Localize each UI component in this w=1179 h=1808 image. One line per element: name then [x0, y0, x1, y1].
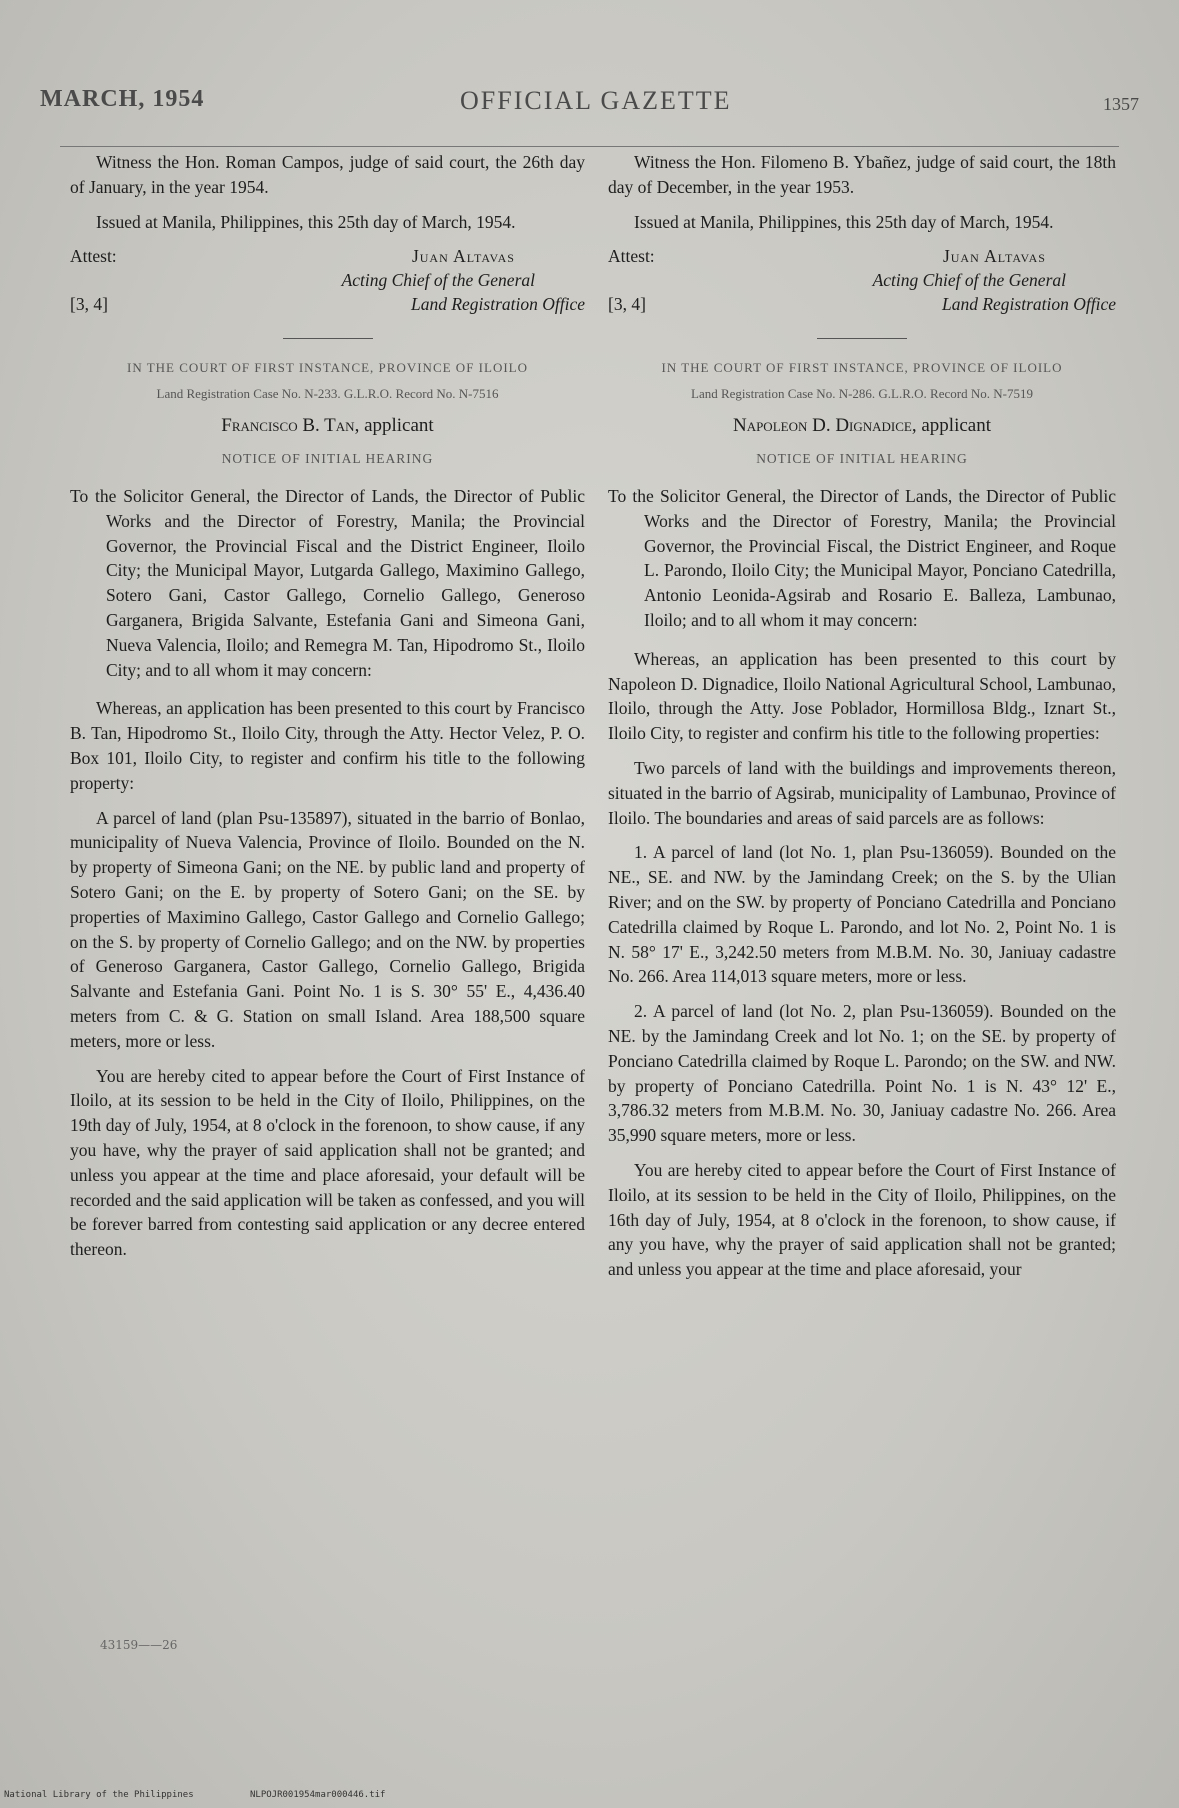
case-number: Land Registration Case No. N-286. G.L.R.O. Record No. N-7519 [691, 386, 1033, 402]
section-divider [817, 338, 907, 339]
attestation [70, 244, 585, 322]
court-heading: IN THE COURT OF FIRST INSTANCE, PROVINCE OF ILOILO [661, 360, 1063, 376]
address-paragraph: To the Solicitor General, the Director of Lands, the Director of Public Works and the Director of Forestry, Manila; the Provincial Governor, the Provincial Fiscal, the District Engineer, and Roque L. Parondo, Iloilo City; the Municipal Mayor, Ponciano Catedrilla, Antonio Leonida-Agsirab and Rosario E. Balleza, Lambunao, Iloilo; and to all whom it may concern: [608, 485, 1116, 630]
header-page-number: 1357 [1103, 94, 1139, 114]
attest-title-line2: Land Registration Office [941, 294, 1116, 315]
parcel-2-paragraph: 2. A parcel of land (lot No. 2, plan Psu-136059). Bounded on the NE. by the Jamindang Creek and lot No. 1; on the SE. by property of Ponciano Catedrilla claimed by Roque L. Parondo; on the SW. and NW. by property of Ponciano Catedrilla. Point No. 1 is N. 43° 12' E., 3,786.32 meters from M.B.M. No. 30, Janiuay cadastre No. 266. Area 35,990 square meters, more or less. [608, 1001, 1116, 1146]
page-header [40, 86, 1139, 126]
print-code: 43159——26 [100, 1638, 178, 1652]
scan-file-label: NLPOJR001954mar000446.tif [250, 1790, 386, 1800]
parcel-1-paragraph: 1. A parcel of land (lot No. 1, plan Psu-136059). Bounded on the NE., SE. and NW. by the Jamindang Creek; on the S. by the Ulian River; and on the SW. by property of Ponciano Catedrilla and Ponciano Catedrilla claimed by Roque L. Parondo, and lot No. 2, Point No. 1 is N. 58° 17' E., 3,242.50 meters from M.B.M. No. 30, Janiuay cadastre No. 266. Area 114,013 square meters, more or less. [608, 842, 1116, 987]
attest-name: Juan Altavas [942, 246, 1046, 267]
applicant-line [70, 414, 585, 439]
header-rule [60, 146, 1119, 147]
attestation [608, 244, 1116, 322]
header-title: OFFICIAL GAZETTE [460, 86, 732, 115]
parcels-intro-paragraph: Two parcels of land with the buildings and improvements thereon, situated in the barrio of Agsirab, municipality of Lambunao, Province of Iloilo. The boundaries and areas of said parcels are as follows: [608, 757, 1116, 828]
notice-heading: NOTICE OF INITIAL HEARING [221, 451, 434, 467]
whereas-paragraph: Whereas, an application has been presented to this court by Napoleon D. Dignadice, Iloilo National Agricultural School, Lambunao, Iloilo, through the Atty. Jose Poblador, Hormillosa Bldg., Iznart St., Iloilo City, to register and confirm his title to the following properties: [608, 648, 1116, 744]
witness-paragraph: Witness the Hon. Roman Campos, judge of said court, the 26th day of January, in the year 1954. [70, 152, 585, 197]
applicant-suffix: , applicant [354, 415, 434, 437]
attest-label: Attest: [70, 246, 117, 267]
case-number: Land Registration Case No. N-233. G.L.R.O. Record No. N-7516 [156, 386, 499, 402]
citation-paragraph: You are hereby cited to appear before the Court of First Instance of Iloilo, at its session to be held in the City of Iloilo, Philippines, on the 16th day of July, 1954, at 8 o'clock in the forenoon, to show cause, if any you have, why the prayer of said application shall not be granted; and unless you appear at the time and place aforesaid, your [608, 1159, 1116, 1280]
header-date: MARCH, 1954 [40, 86, 205, 112]
reference-number: [3, 4] [608, 294, 646, 315]
court-heading: IN THE COURT OF FIRST INSTANCE, PROVINCE OF ILOILO [126, 360, 528, 376]
attest-title-line2: Land Registration Office [410, 294, 585, 315]
notice-heading: NOTICE OF INITIAL HEARING [756, 451, 968, 467]
witness-paragraph: Witness the Hon. Filomeno B. Ybañez, judge of said court, the 18th day of December, in the year 1953. [608, 152, 1116, 197]
applicant-name: Francisco B. Tan [221, 415, 355, 437]
attest-title-line1: Acting Chief of the General [872, 270, 1066, 291]
reference-number: [3, 4] [70, 294, 108, 315]
section-divider [283, 338, 373, 339]
right-column [608, 150, 1116, 1292]
issued-paragraph: Issued at Manila, Philippines, this 25th day of March, 1954. [634, 211, 1054, 232]
attest-title-line1: Acting Chief of the General [341, 270, 535, 291]
applicant-name: Napoleon D. Dignadice [732, 415, 912, 437]
attest-label: Attest: [608, 246, 655, 267]
scan-library-label: National Library of the Philippines [4, 1790, 194, 1800]
applicant-line [608, 414, 1116, 439]
attest-name: Juan Altavas [411, 246, 515, 267]
left-column [70, 150, 585, 1272]
issued-paragraph: Issued at Manila, Philippines, this 25th day of March, 1954. [96, 211, 516, 232]
property-paragraph: A parcel of land (plan Psu-135897), situated in the barrio of Bonlao, municipality of Nueva Valencia, Province of Iloilo. Bounded on the N. by property of Simeona Gani; on the NE. by public land and property of Sotero Gani; on the E. by property of Sotero Gani; on the SE. by properties of Maximino Gallego, Castor Gallego and Cornelio Gallego; on the S. by property of Cornelio Gallego; and on the NW. by properties of Generoso Garganera, Castor Gallego, Cornelio Gallego, Brigida Salvante and Estefania Gani. Point No. 1 is S. 30° 55' E., 4,436.40 meters from C. & G. Station on small Island. Area 188,500 square meters, more or less. [70, 807, 585, 1051]
address-paragraph: To the Solicitor General, the Director of Lands, the Director of Public Works and the Director of Forestry, Manila; the Provincial Governor, the Provincial Fiscal and the District Engineer, Iloilo City; the Municipal Mayor, Lutgarda Gallego, Maximino Gallego, Sotero Gani, Castor Gallego, Cornelio Gallego, Generoso Garganera, Brigida Salvante, Estefania Gani and Simeona Gani, Nueva Valencia, Iloilo; and Remegra M. Tan, Hipodromo St., Iloilo City; and to all whom it may concern: [70, 485, 585, 680]
applicant-suffix: , applicant [911, 415, 992, 437]
citation-paragraph: You are hereby cited to appear before the Court of First Instance of Iloilo, at its session to be held in the City of Iloilo, Philippines, on the 19th day of July, 1954, at 8 o'clock in the forenoon, to show cause, if any you have, why the prayer of said application shall not be granted; and unless you appear at the time and place aforesaid, your default will be recorded and the said application will be taken as confessed, and you will be forever barred from contesting said application or any decree entered thereon. [70, 1065, 585, 1260]
whereas-paragraph: Whereas, an application has been presented to this court by Francisco B. Tan, Hipodromo St., Iloilo City, through the Atty. Hector Velez, P. O. Box 101, Iloilo City, to register and confirm his title to the following property: [70, 698, 585, 793]
